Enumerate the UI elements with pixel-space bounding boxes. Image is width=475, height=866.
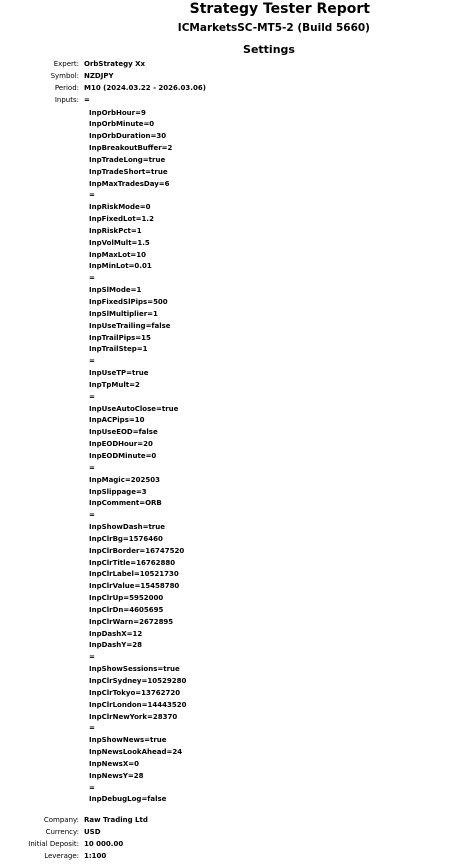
setting-label: Period: xyxy=(54,84,79,93)
input-parameter: InpNewsY=28 xyxy=(89,771,144,780)
input-parameter: InpClrNewYork=28370 xyxy=(89,712,178,721)
setting-row-period xyxy=(0,83,475,95)
input-parameter: InpTradeShort=true xyxy=(89,167,168,176)
input-parameter: InpSlMultiplier=1 xyxy=(89,309,158,318)
input-parameter: InpClrWarn=2672895 xyxy=(89,617,174,626)
setting-row-initial-deposit xyxy=(0,839,475,851)
input-parameter: InpMinLot=0.01 xyxy=(89,262,152,271)
input-parameter: InpNewsX=0 xyxy=(89,759,139,768)
input-parameter: InpBreakoutBuffer=2 xyxy=(89,144,173,153)
inputs-list xyxy=(0,108,475,807)
setting-value: M10 (2024.03.22 - 2026.03.06) xyxy=(84,84,206,93)
input-parameter: InpRiskPct=1 xyxy=(89,226,142,235)
input-parameter: InpClrLabel=10521730 xyxy=(89,570,179,579)
setting-row-symbol xyxy=(0,71,475,83)
inputs-separator: = xyxy=(89,653,95,662)
inputs-separator: = xyxy=(89,392,95,401)
input-parameter: InpClrValue=15458780 xyxy=(89,582,180,591)
setting-label: Company: xyxy=(43,816,79,825)
input-parameter: InpEODMinute=0 xyxy=(89,451,157,460)
settings-top-table xyxy=(0,59,475,107)
setting-label: Currency: xyxy=(45,828,79,837)
inputs-separator: = xyxy=(89,463,95,472)
input-parameter: InpTpMult=2 xyxy=(89,380,140,389)
inputs-separator: = xyxy=(89,724,95,733)
input-parameter: InpDashX=12 xyxy=(89,629,143,638)
setting-value: 1:100 xyxy=(84,852,107,861)
input-parameter: InpMagic=202503 xyxy=(89,475,160,484)
setting-label: Expert: xyxy=(53,60,79,69)
input-parameter: InpMaxTradesDay=6 xyxy=(89,179,170,188)
input-parameter: InpEODHour=20 xyxy=(89,440,153,449)
input-parameter: InpMaxLot=10 xyxy=(89,250,147,259)
input-parameter: InpTradeLong=true xyxy=(89,155,166,164)
input-parameter: InpUseTP=true xyxy=(89,369,149,378)
setting-row-expert xyxy=(0,59,475,71)
input-parameter: InpNewsLookAhead=24 xyxy=(89,748,183,757)
setting-value: OrbStrategy Xx xyxy=(84,60,145,69)
report-title: Strategy Tester Report xyxy=(189,1,370,17)
input-parameter: InpSlMode=1 xyxy=(89,286,142,295)
setting-label: Initial Deposit: xyxy=(28,840,79,849)
input-parameter: InpComment=ORB xyxy=(89,499,162,508)
input-parameter: InpShowNews=true xyxy=(89,736,167,745)
setting-label: Inputs: xyxy=(54,96,79,105)
input-parameter: InpRiskMode=0 xyxy=(89,203,151,212)
input-parameter: InpClrBorder=16747520 xyxy=(89,546,185,555)
input-parameter: InpDebugLog=false xyxy=(89,795,167,804)
setting-value: NZDJPY xyxy=(84,72,114,81)
settings-heading: Settings xyxy=(243,43,295,56)
input-parameter: InpTrailPips=15 xyxy=(89,333,151,342)
input-parameter: InpSlippage=3 xyxy=(89,487,147,496)
inputs-separator: = xyxy=(89,357,95,366)
setting-value: Raw Trading Ltd xyxy=(84,816,148,825)
input-parameter: InpClrTokyo=13762720 xyxy=(89,688,181,697)
input-parameter: InpUseEOD=false xyxy=(89,428,158,437)
input-parameter: InpDashY=28 xyxy=(89,641,142,650)
input-parameter: InpOrbDuration=30 xyxy=(89,132,167,141)
setting-row-leverage xyxy=(0,851,475,863)
input-parameter: InpACPips=10 xyxy=(89,416,145,425)
input-parameter: InpClrTitle=16762880 xyxy=(89,558,176,567)
setting-row-company xyxy=(0,815,475,827)
server-build-subtitle: ICMarketsSC-MT5-2 (Build 5660) xyxy=(177,22,370,34)
setting-label: Symbol: xyxy=(50,72,79,81)
inputs-separator: = xyxy=(89,511,95,520)
setting-value: 10 000.00 xyxy=(84,840,124,849)
input-parameter: InpClrSydney=10529280 xyxy=(89,677,187,685)
input-parameter: InpOrbHour=9 xyxy=(89,108,146,117)
setting-value: = xyxy=(84,96,90,105)
input-parameter: InpOrbMinute=0 xyxy=(89,120,155,129)
input-parameter: InpTrailStep=1 xyxy=(89,345,148,354)
setting-row-currency xyxy=(0,827,475,839)
input-parameter: InpClrLondon=14443520 xyxy=(89,700,187,709)
input-parameter: InpClrBg=1576460 xyxy=(89,534,163,543)
input-parameter: InpFixedLot=1.2 xyxy=(89,215,154,224)
input-parameter: InpVolMult=1.5 xyxy=(89,238,150,247)
input-parameter: InpShowDash=true xyxy=(89,523,165,532)
input-parameter: InpClrUp=5952000 xyxy=(89,594,164,603)
input-parameter: InpClrDn=4605695 xyxy=(89,605,164,614)
setting-value: USD xyxy=(84,828,101,837)
inputs-separator: = xyxy=(89,274,95,283)
input-parameter: InpShowSessions=true xyxy=(89,665,180,674)
input-parameter: InpFixedSlPips=500 xyxy=(89,298,168,306)
input-parameter: InpUseTrailing=false xyxy=(89,321,171,330)
inputs-separator: = xyxy=(89,783,95,792)
settings-bottom-table xyxy=(0,815,475,863)
setting-row-inputs xyxy=(0,95,475,107)
setting-label: Leverage: xyxy=(44,852,79,861)
inputs-separator: = xyxy=(89,191,95,200)
input-parameter: InpUseAutoClose=true xyxy=(89,404,179,413)
